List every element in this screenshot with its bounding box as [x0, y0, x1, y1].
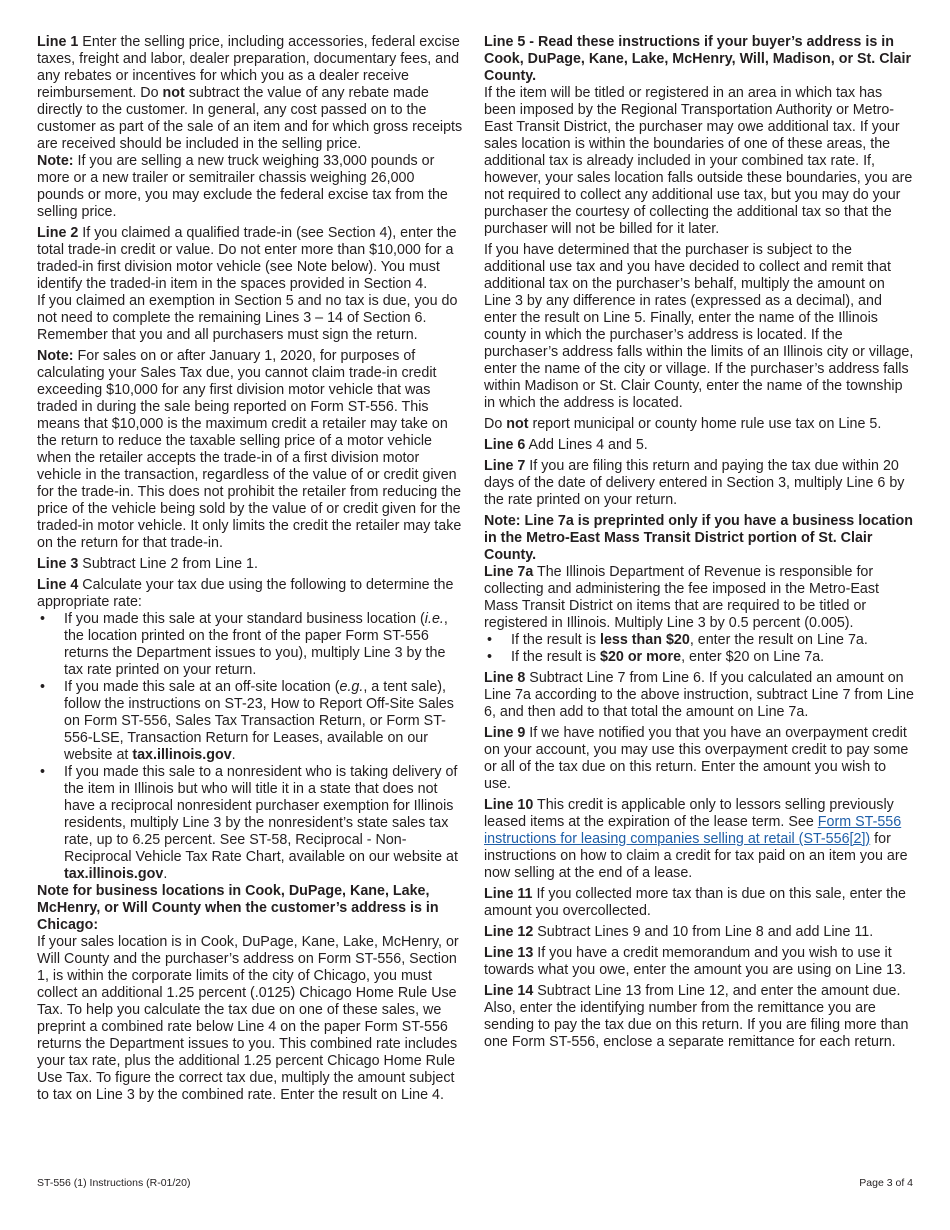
website-reference: tax.illinois.gov: [64, 866, 164, 882]
line-11-instruction: Line 11 If you collected more tax than is due on this sale, enter the amount you overcollected.: [484, 886, 907, 919]
line-7a-note-heading: Note: Line 7a is preprinted only if you have a business location in the Metro-East Mass Transit District portion of St. Clair County.: [484, 513, 913, 563]
line-5-paragraph-2: If you have determined that the purchaser is subject to the additional use tax and you have decided to collect and remit that additional tax on the purchaser’s behalf, multiply the amount on Line 3 by any difference in rates (expressed as a decimal), and enter the result on Line 5. Finally, enter the name of the Illinois county in which the purchaser’s address is located. If the purchaser’s address falls within the limits of an Illinois city or village, enter the name of the city or village. If the purchaser’s address falls within Madison or St. Clair County, enter the name of the township in which the address is located.: [484, 242, 914, 411]
line-1-label: Line 1: [37, 34, 79, 50]
line-2-label: Line 2: [37, 225, 79, 241]
page-number-footer: Page 3 of 4: [859, 1177, 913, 1189]
leasing-instructions-link[interactable]: Form ST-556 instructions for leasing companies selling at retail (ST-556[2]): [484, 814, 902, 847]
chicago-note-text: If your sales location is in Cook, DuPage, Kane, Lake, McHenry, or Will County and the purchaser’s address on Form ST-556, Section 1, is within the corporate limits of the city of Chicago, you must collect an additional 1.25 percent (.0125) Chicago Home Rule Use Tax. To help you calculate the tax due on one of these sales, we preprint a combined rate below Line 4 on the paper Form ST-556 returns the Department issues to you. This combined rate includes your tax rate, plus the additional 1.25 percent Chicago Home Rule Use Tax. To figure the correct tax due, multiply the amount subject to tax on Line 3 by the combined rate. Enter the result on Line 4.: [37, 934, 459, 1103]
line-13-label: Line 13: [484, 945, 534, 961]
left-column: [37, 34, 465, 1108]
trade-in-note-label: Note:: [37, 348, 74, 364]
line-12-instruction: Line 12 Subtract Lines 9 and 10 from Line 8 and add Line 11.: [484, 924, 874, 940]
line-7a-label: Line 7a: [484, 564, 534, 580]
line-1-instruction: Line 1 Enter the selling price, including accessories, federal excise taxes, freight and labor, dealer preparation, documentary fees, and any rebates or incentives for which you as a dealer receive reimbursement. Do not subtract the value of any rebate made directly to the customer. In general, any cost passed on to the customer as part of the sale of an item and for which gross receipts are received should be included in the selling price. Note: If you are selling a new truck weighing 33,000 pounds or more or a new trailer or semitrailer chassis weighing 26,000 pounds or more, you may exclude the federal excise tax from the selling price.: [37, 34, 463, 220]
list-item: • If you made this sale at your standard business location (i.e., the location printed on the front of the paper Form ST-556 returns the Department issues to you), multiply Line 3 by the tax rate printed on your return.: [37, 611, 465, 679]
line-9-label: Line 9: [484, 725, 526, 741]
list-item: • If the result is $20 or more, enter $20 on Line 7a.: [484, 649, 914, 666]
website-reference: tax.illinois.gov: [132, 747, 232, 763]
line-8-label: Line 8: [484, 670, 526, 686]
exemption-paragraph: If you claimed an exemption in Section 5 and no tax is due, you do not need to complete the remaining Lines 3 – 14 of Section 6. Remember that you and all purchasers must sign the return.: [37, 293, 458, 343]
right-column: [484, 34, 914, 1055]
line-7-instruction: Line 7 If you are filing this return and paying the tax due within 20 days of the date of delivery entered in Section 3, multiply Line 6 by the rate printed on your return.: [484, 458, 905, 508]
line-5-paragraph-3: Do not report municipal or county home rule use tax on Line 5.: [484, 416, 882, 432]
line-4-instruction: Line 4 Calculate your tax due using the following to determine the appropriate rate:: [37, 577, 454, 610]
line-7a-bullet-list: [484, 632, 914, 666]
line-5-heading: Line 5 - Read these instructions if your buyer’s address is in Cook, DuPage, Kane, Lake, McHenry, Will, Madison, or St. Clair County.: [484, 34, 912, 84]
line-6-label: Line 6: [484, 437, 526, 453]
line-4-label: Line 4: [37, 577, 79, 593]
line-7a-instruction: Line 7a The Illinois Department of Revenue is responsible for collecting and administering the fee imposed in the Metro-East Mass Transit District on items that are required to be titled or registered in Illinois. Multiply Line 3 by 0.5 percent (0.005).: [484, 564, 879, 631]
line-2-instruction: Line 2 If you claimed a qualified trade-in (see Section 4), enter the total trade-in credit or value. Do not enter more than $10,000 for a traded-in first division motor vehicle (see Note below). You must identify the traded-in item in the spaces provided in Section 4.: [37, 225, 457, 292]
chicago-note-heading: Note for business locations in Cook, DuPage, Kane, Lake, McHenry, or Will County when the customer’s address is in Chicago:: [37, 883, 439, 933]
line-12-label: Line 12: [484, 924, 534, 940]
list-item: • If you made this sale to a nonresident who is taking delivery of the item in Illinois but who will title it in a state that does not have a reciprocal nonresident purchaser exemption for Illinois residents, multiply Line 3 by the nonresident’s state sales tax rate, up to 6.25 percent. See ST-58, Reciprocal - Non-Reciprocal Vehicle Tax Rate Chart, available on our website at tax.illinois.gov.: [37, 764, 465, 883]
line-14-instruction: Line 14 Subtract Line 13 from Line 12, and enter the amount due. Also, enter the identifying number from the remittance you are sending to pay the tax due on this return. If you are filing more than one Form ST-556, enclose a separate remittance for each return.: [484, 983, 909, 1050]
line-9-instruction: Line 9 If we have notified you that you have an overpayment credit on your account, you may use this overpayment credit to pay some or all of the tax due on this return. Enter the amount you wish to use.: [484, 725, 909, 792]
line-7-label: Line 7: [484, 458, 526, 474]
list-item: • If you made this sale at an off-site location (e.g., a tent sale), follow the instructions on ST-23, How to Report Off-Site Sales on Form ST-556, Sales Tax Transaction Return, or Form ST-556-LSE, Transaction Return for Leases, available on our website at tax.illinois.gov.: [37, 679, 465, 764]
list-item: • If the result is less than $20, enter the result on Line 7a.: [484, 632, 914, 649]
line-3-instruction: Line 3 Subtract Line 2 from Line 1.: [37, 556, 258, 572]
line-13-instruction: Line 13 If you have a credit memorandum and you wish to use it towards what you owe, enter the amount you are using on Line 13.: [484, 945, 907, 978]
trade-in-note: Note: For sales on or after January 1, 2020, for purposes of calculating your Sales Tax due, you cannot claim trade-in credit exceeding $10,000 for any first division motor vehicle that was traded in during the sale being reported on Form ST-556. This means that $10,000 is the maximum credit a retailer may take on the return to reduce the taxable selling price of a motor vehicle when the retailer accepts the trade-in of a first division motor vehicle in the transaction, regardless of the value of or credit given for the trade-in. This does not prohibit the retailer from reducing the price of the vehicle being sold by the value of or credit given for the traded-in motor vehicle. It only limits the credit the retailer may take on the return for that trade-in.: [37, 348, 462, 551]
line-3-label: Line 3: [37, 556, 79, 572]
line-6-instruction: Line 6 Add Lines 4 and 5.: [484, 437, 648, 453]
line-4-bullet-list: [37, 611, 465, 883]
line-8-instruction: Line 8 Subtract Line 7 from Line 6. If you calculated an amount on Line 7a according to the above instruction, subtract Line 7 from Line 6, and then add to that total the amount on Line 7a.: [484, 670, 914, 720]
line-10-label: Line 10: [484, 797, 534, 813]
form-id-footer: ST-556 (1) Instructions (R-01/20): [37, 1177, 191, 1189]
line-14-label: Line 14: [484, 983, 534, 999]
line-1-note-label: Note:: [37, 153, 74, 169]
line-11-label: Line 11: [484, 886, 533, 902]
line-5-paragraph-1: If the item will be titled or registered in an area in which tax has been imposed by the Regional Transportation Authority or Metro-East Transit District, the purchaser may owe additional tax. If your sales location is within the boundaries of one of these areas, the additional tax is already included in your combined tax rate. If, however, your sales location falls outside these boundaries, you are not required to collect any additional use tax, but you may do your purchaser the courtesy of collecting the additional tax so that the purchaser will not be billed for it later.: [484, 85, 913, 237]
line-10-instruction: Line 10 This credit is applicable only to lessors selling previously leased items at the expiration of the lease term. See Form ST-556 instructions for leasing companies selling at retail (ST-556[2]) for instructions on how to claim a credit for tax paid on an item you are now selling at the end of a lease.: [484, 797, 908, 881]
